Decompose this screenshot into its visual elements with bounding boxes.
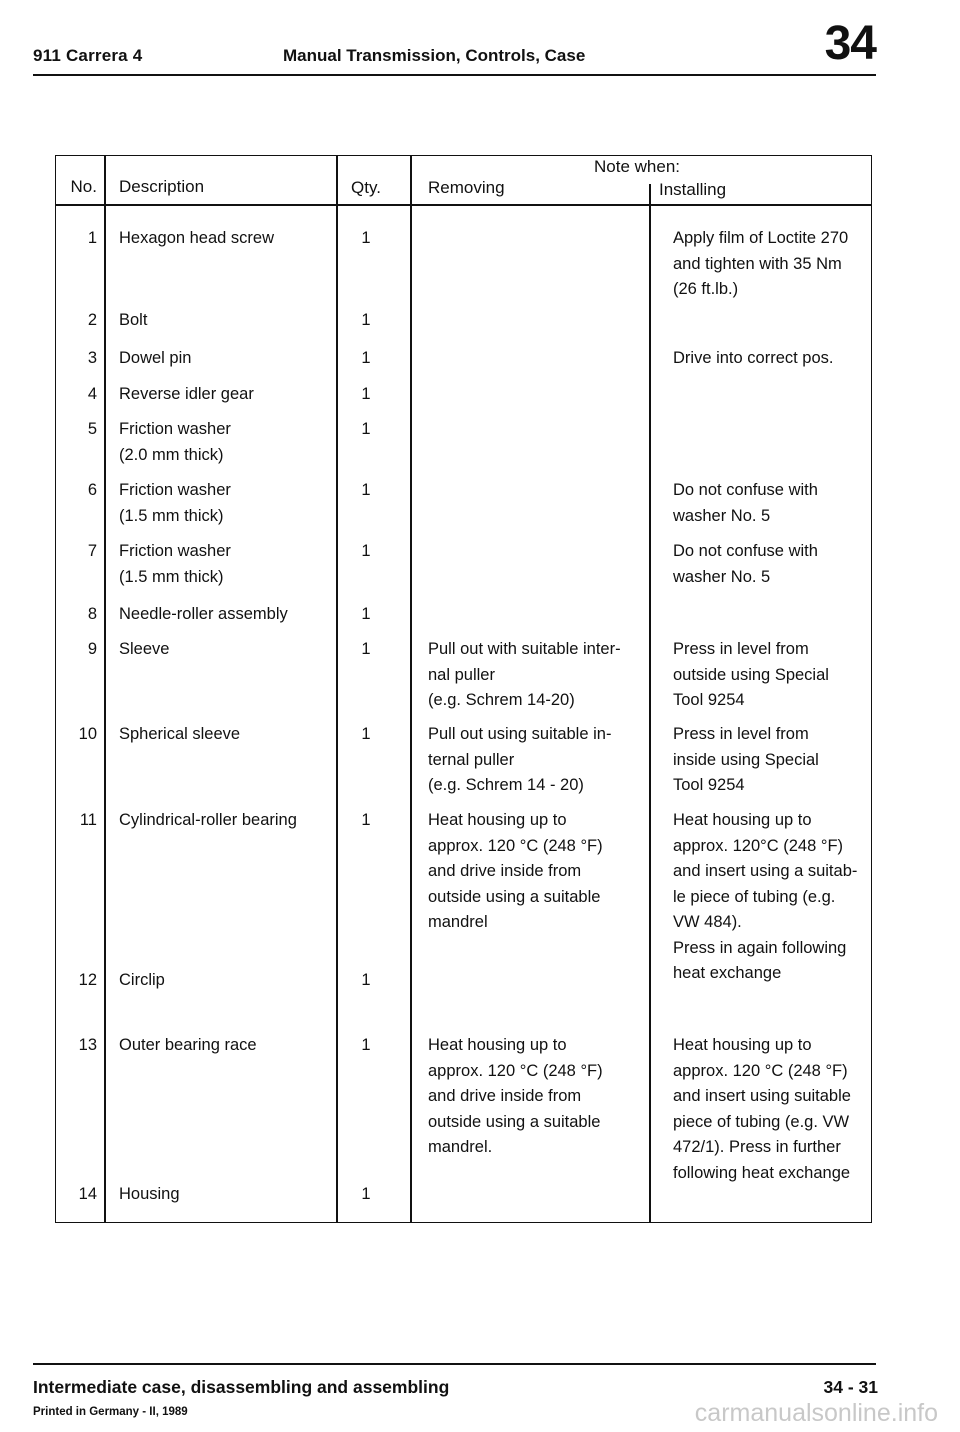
row-quantity: 1 — [361, 385, 371, 403]
row-removing-note: mandrel. — [428, 1138, 493, 1156]
header-note-when: Note when: — [594, 157, 680, 176]
row-quantity: 1 — [361, 420, 371, 438]
row-removing-note: approx. 120 °C (248 °F) — [428, 836, 603, 855]
row-installing-note: outside using Special — [673, 665, 829, 684]
row-installing-note: Tool 9254 — [673, 776, 745, 794]
row-description: (1.5 mm thick) — [119, 506, 224, 525]
row-description: Friction washer — [119, 542, 231, 560]
row-installing-note: and insert using a suitab- — [673, 862, 858, 880]
row-installing-note: Heat housing up to — [673, 1036, 812, 1054]
row-installing-note: Press in level from — [673, 640, 809, 658]
row-number: 4 — [87, 385, 97, 403]
row-description: Spherical sleeve — [119, 725, 241, 743]
row-installing-note: approx. 120 °C (248 °F) — [673, 1061, 848, 1080]
section-number: 34 — [824, 17, 876, 70]
header-installing: Installing — [659, 180, 727, 199]
row-quantity: 1 — [361, 811, 371, 829]
row-quantity: 1 — [361, 542, 371, 560]
row-removing-note: and drive inside from — [428, 1087, 582, 1105]
row-description: Dowel pin — [119, 349, 192, 367]
row-installing-note: Press in level from — [673, 725, 809, 743]
row-installing-note: Heat housing up to — [673, 811, 812, 829]
row-installing-note: le piece of tubing (e.g. — [673, 887, 836, 906]
page-header — [0, 0, 960, 80]
row-quantity: 1 — [361, 481, 371, 499]
row-installing-note: Drive into correct pos. — [673, 349, 834, 367]
row-quantity: 1 — [361, 349, 371, 367]
row-installing-note: VW 484). — [673, 913, 742, 931]
column-divider — [336, 156, 338, 1222]
row-removing-note: Pull out with suitable inter- — [428, 640, 621, 658]
header-description: Description — [119, 177, 205, 196]
print-info: Printed in Germany - II, 1989 — [33, 1406, 188, 1418]
row-installing-note: Apply film of Loctite 270 — [673, 229, 849, 247]
row-removing-note: nal puller — [428, 665, 495, 684]
row-number: 10 — [78, 725, 97, 743]
column-divider — [104, 156, 106, 1222]
row-description: Outer bearing race — [119, 1036, 257, 1054]
row-number: 5 — [87, 420, 97, 438]
row-number: 11 — [79, 811, 97, 829]
row-installing-note: and tighten with 35 Nm — [673, 254, 842, 273]
row-description: Friction washer — [119, 420, 231, 438]
row-removing-note: ternal puller — [428, 750, 515, 769]
row-installing-note: Tool 9254 — [673, 691, 745, 709]
row-removing-note: mandrel — [428, 913, 488, 931]
row-quantity: 1 — [361, 640, 371, 658]
header-divider — [56, 204, 871, 206]
row-removing-note: (e.g. Schrem 14 - 20) — [428, 776, 584, 794]
row-installing-note: Do not confuse with — [673, 481, 818, 499]
row-installing-note: (26 ft.lb.) — [673, 280, 739, 298]
watermark: carmanualsonline.info — [694, 1399, 938, 1427]
row-installing-note: 472/1). Press in further — [673, 1138, 841, 1156]
row-installing-note: and insert using suitable — [673, 1087, 851, 1105]
row-quantity: 1 — [361, 1185, 371, 1203]
row-number: 13 — [78, 1036, 97, 1054]
row-number: 3 — [87, 349, 97, 367]
page-number: 34 - 31 — [823, 1377, 878, 1397]
row-quantity: 1 — [361, 971, 371, 989]
model-name: 911 Carrera 4 — [33, 46, 143, 65]
row-installing-note: Press in again following — [673, 938, 847, 957]
row-installing-note: inside using Special — [673, 750, 819, 769]
footer-title: Intermediate case, disassembling and assembling — [33, 1377, 450, 1397]
row-description: Circlip — [119, 971, 165, 989]
row-number: 14 — [78, 1185, 97, 1203]
row-installing-note: piece of tubing (e.g. VW — [673, 1112, 850, 1131]
row-description: Sleeve — [119, 640, 170, 658]
row-description: Hexagon head screw — [119, 229, 275, 247]
row-removing-note: Pull out using suitable in- — [428, 725, 612, 743]
header-removing: Removing — [428, 178, 505, 197]
row-removing-note: approx. 120 °C (248 °F) — [428, 1061, 603, 1080]
note-split-tick — [649, 184, 651, 204]
row-installing-note: approx. 120°C (248 °F) — [673, 836, 844, 855]
row-description: Housing — [119, 1185, 180, 1203]
row-installing-note: heat exchange — [673, 964, 782, 982]
footer-rule — [33, 1363, 876, 1365]
header-rule — [33, 74, 876, 76]
row-number: 9 — [87, 640, 97, 658]
column-divider — [649, 204, 651, 1222]
row-removing-note: outside using a suitable — [428, 1112, 601, 1131]
row-installing-note: Do not confuse with — [673, 542, 818, 560]
row-description: Needle-roller assembly — [119, 605, 288, 623]
section-title: Manual Transmission, Controls, Case — [283, 46, 586, 65]
row-number: 2 — [87, 311, 97, 329]
row-quantity: 1 — [361, 311, 371, 329]
row-installing-note: washer No. 5 — [673, 567, 771, 586]
row-description: (1.5 mm thick) — [119, 567, 224, 586]
row-number: 7 — [87, 542, 97, 560]
row-number: 1 — [87, 229, 97, 247]
row-description: Cylindrical-roller bearing — [119, 811, 297, 829]
row-description: Reverse idler gear — [119, 385, 254, 403]
row-removing-note: outside using a suitable — [428, 887, 601, 906]
row-quantity: 1 — [361, 725, 371, 743]
row-number: 8 — [87, 605, 97, 623]
row-number: 6 — [87, 481, 97, 499]
row-removing-note: and drive inside from — [428, 862, 582, 880]
row-description: Bolt — [119, 311, 148, 329]
column-divider — [410, 156, 412, 1222]
row-description: (2.0 mm thick) — [119, 445, 224, 464]
row-installing-note: following heat exchange — [673, 1163, 851, 1182]
row-removing-note: Heat housing up to — [428, 1036, 567, 1054]
parts-table — [55, 155, 872, 1223]
row-quantity: 1 — [361, 605, 371, 623]
row-removing-note: Heat housing up to — [428, 811, 567, 829]
header-qty: Qty. — [351, 178, 381, 197]
row-installing-note: washer No. 5 — [673, 506, 771, 525]
row-removing-note: (e.g. Schrem 14-20) — [428, 691, 575, 709]
row-description: Friction washer — [119, 481, 231, 499]
header-no: No. — [70, 177, 97, 196]
row-number: 12 — [78, 971, 97, 989]
row-quantity: 1 — [361, 229, 371, 247]
row-quantity: 1 — [361, 1036, 371, 1054]
